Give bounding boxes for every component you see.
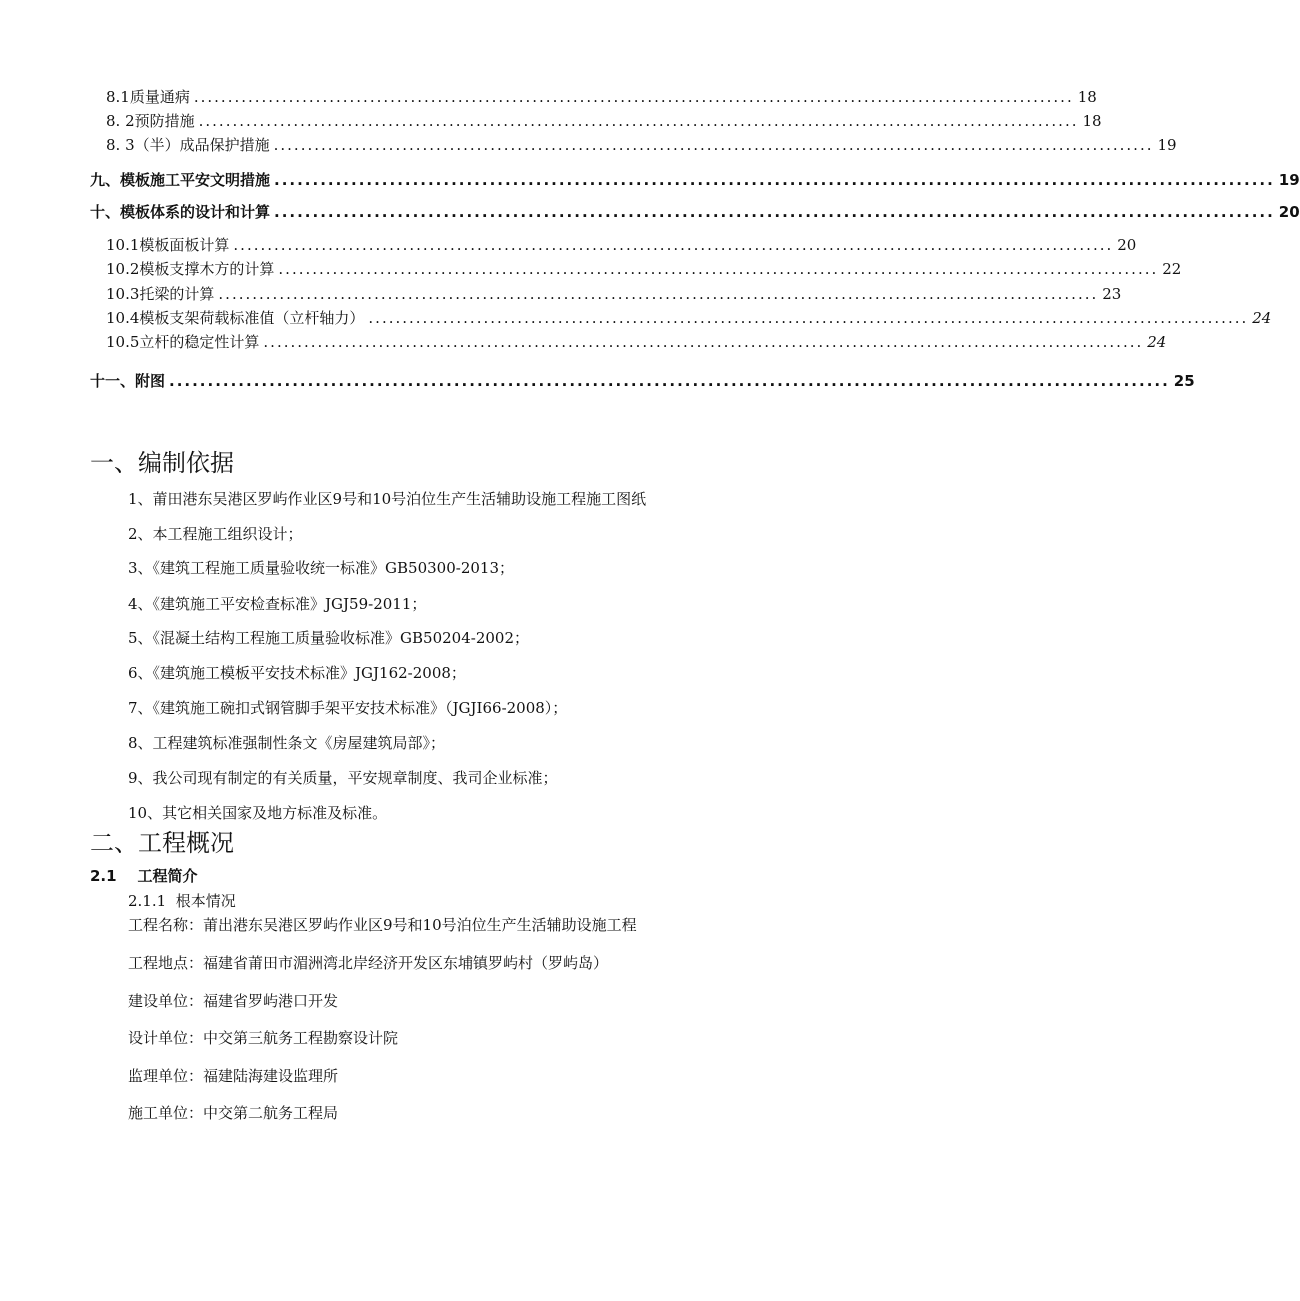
toc-entry-page: 18 <box>1077 88 1097 106</box>
toc-leader: .................................................................................................................................. <box>278 260 1159 278</box>
toc-entry-label: 8. 3（半）成品保护措施 <box>106 136 270 154</box>
basis-item: 1、莆田港东吴港区罗屿作业区9号和10号泊位生产生活辅助设施工程施工图纸 <box>128 490 647 508</box>
toc-entry-page: 19 <box>1278 171 1300 189</box>
toc-entry-label: 10.3托梁的计算 <box>106 285 215 303</box>
toc-entry-label: 10.1模板面板计算 <box>106 236 230 254</box>
toc-entry-page: 20 <box>1278 203 1300 221</box>
basis-item: 8、工程建筑标准强制性条文《房屋建筑局部》； <box>128 734 446 752</box>
project-info-line: 施工单位：中交第二航务工程局 <box>128 1104 339 1122</box>
basis-item: 7、《建筑施工碗扣式钢管脚手架平安技术标准》（JGJI66-2008）； <box>128 699 568 717</box>
basis-item: 5、《混凝土结构工程施工质量验收标准》GB50204-2002； <box>128 629 530 647</box>
toc-leader: .................................................................................................................................. <box>273 136 1154 154</box>
basis-item: 2、本工程施工组织设计； <box>128 525 303 543</box>
toc-entry-page: 25 <box>1173 372 1195 390</box>
toc-entry-label: 十一、附图 <box>90 372 166 390</box>
toc-entry[interactable] <box>0 283 1122 304</box>
toc-entry-label: 10.5立杆的稳定性计算 <box>106 333 260 351</box>
toc-leader: .................................................................................................................................. <box>274 171 1275 189</box>
toc-leader: .................................................................................................................................. <box>198 112 1079 130</box>
toc-leader: .................................................................................................................................. <box>169 372 1170 390</box>
toc-entry-label: 10.2模板支撑木方的计算 <box>106 260 275 278</box>
toc-entry-label: 8. 2预防措施 <box>106 112 195 130</box>
toc-entry-label: 8.1质量通病 <box>106 88 190 106</box>
section-heading: 二、工程概况 <box>90 829 234 857</box>
toc-leader: .................................................................................................................................. <box>263 333 1144 351</box>
toc-entry-label: 十、模板体系的设计和计算 <box>90 203 271 221</box>
toc-leader: .................................................................................................................................. <box>274 203 1275 221</box>
basis-item: 6、《建筑施工模板平安技术标准》JGJ162-2008； <box>128 664 466 682</box>
toc-entry-page: 19 <box>1157 136 1177 154</box>
subsection-heading: 2.1 工程简介 <box>90 867 198 885</box>
toc-entry-label: 10.4模板支架荷载标准值（立杆轴力） <box>106 309 365 327</box>
toc-leader: .................................................................................................................................. <box>193 88 1074 106</box>
toc-entry-page: 20 <box>1117 236 1137 254</box>
project-info-line: 工程名称：莆出港东吴港区罗屿作业区9号和10号泊位生产生活辅助设施工程 <box>128 916 637 934</box>
toc-leader: .................................................................................................................................. <box>368 309 1249 327</box>
project-info-line: 设计单位：中交第三航务工程勘察设计院 <box>128 1029 399 1047</box>
toc-entry[interactable] <box>0 307 1272 328</box>
toc-entry[interactable] <box>0 370 1195 391</box>
toc-entry[interactable] <box>0 201 1300 222</box>
project-info-line: 监理单位：福建陆海建设监理所 <box>128 1067 339 1085</box>
toc-leader: .................................................................................................................................. <box>218 285 1099 303</box>
project-info-line: 建设单位：福建省罗屿港口开发 <box>128 992 339 1010</box>
basis-item: 10、其它相关国家及地方标准及标准。 <box>128 804 388 822</box>
basis-item: 9、我公司现有制定的有关质量，平安规章制度、我司企业标准； <box>128 769 558 787</box>
toc-entry[interactable] <box>0 134 1177 155</box>
toc-entry-page: 24 <box>1147 333 1167 351</box>
project-info-line: 工程地点：福建省莆田市湄洲湾北岸经济开发区东埔镇罗屿村（罗屿岛） <box>128 954 609 972</box>
toc-entry[interactable] <box>0 234 1137 255</box>
toc-entry[interactable] <box>0 169 1300 190</box>
toc-entry-label: 九、模板施工平安文明措施 <box>90 171 271 189</box>
toc-entry-page: 18 <box>1082 112 1102 130</box>
toc-entry[interactable] <box>0 258 1182 279</box>
toc-leader: .................................................................................................................................. <box>233 236 1114 254</box>
section-heading: 一、编制依据 <box>90 449 234 477</box>
basis-item: 4、《建筑施工平安检查标准》JGJ59-2011； <box>128 595 427 613</box>
toc-entry[interactable] <box>0 331 1167 352</box>
basis-item: 3、《建筑工程施工质量验收统一标准》GB50300-2013； <box>128 559 515 577</box>
toc-entry[interactable] <box>0 86 1097 107</box>
subsubsection-heading: 2.1.1 根本情况 <box>128 892 236 910</box>
toc-entry-page: 23 <box>1102 285 1122 303</box>
toc-entry-page: 22 <box>1162 260 1182 278</box>
toc-entry-page: 24 <box>1252 309 1272 327</box>
toc-entry[interactable] <box>0 110 1102 131</box>
